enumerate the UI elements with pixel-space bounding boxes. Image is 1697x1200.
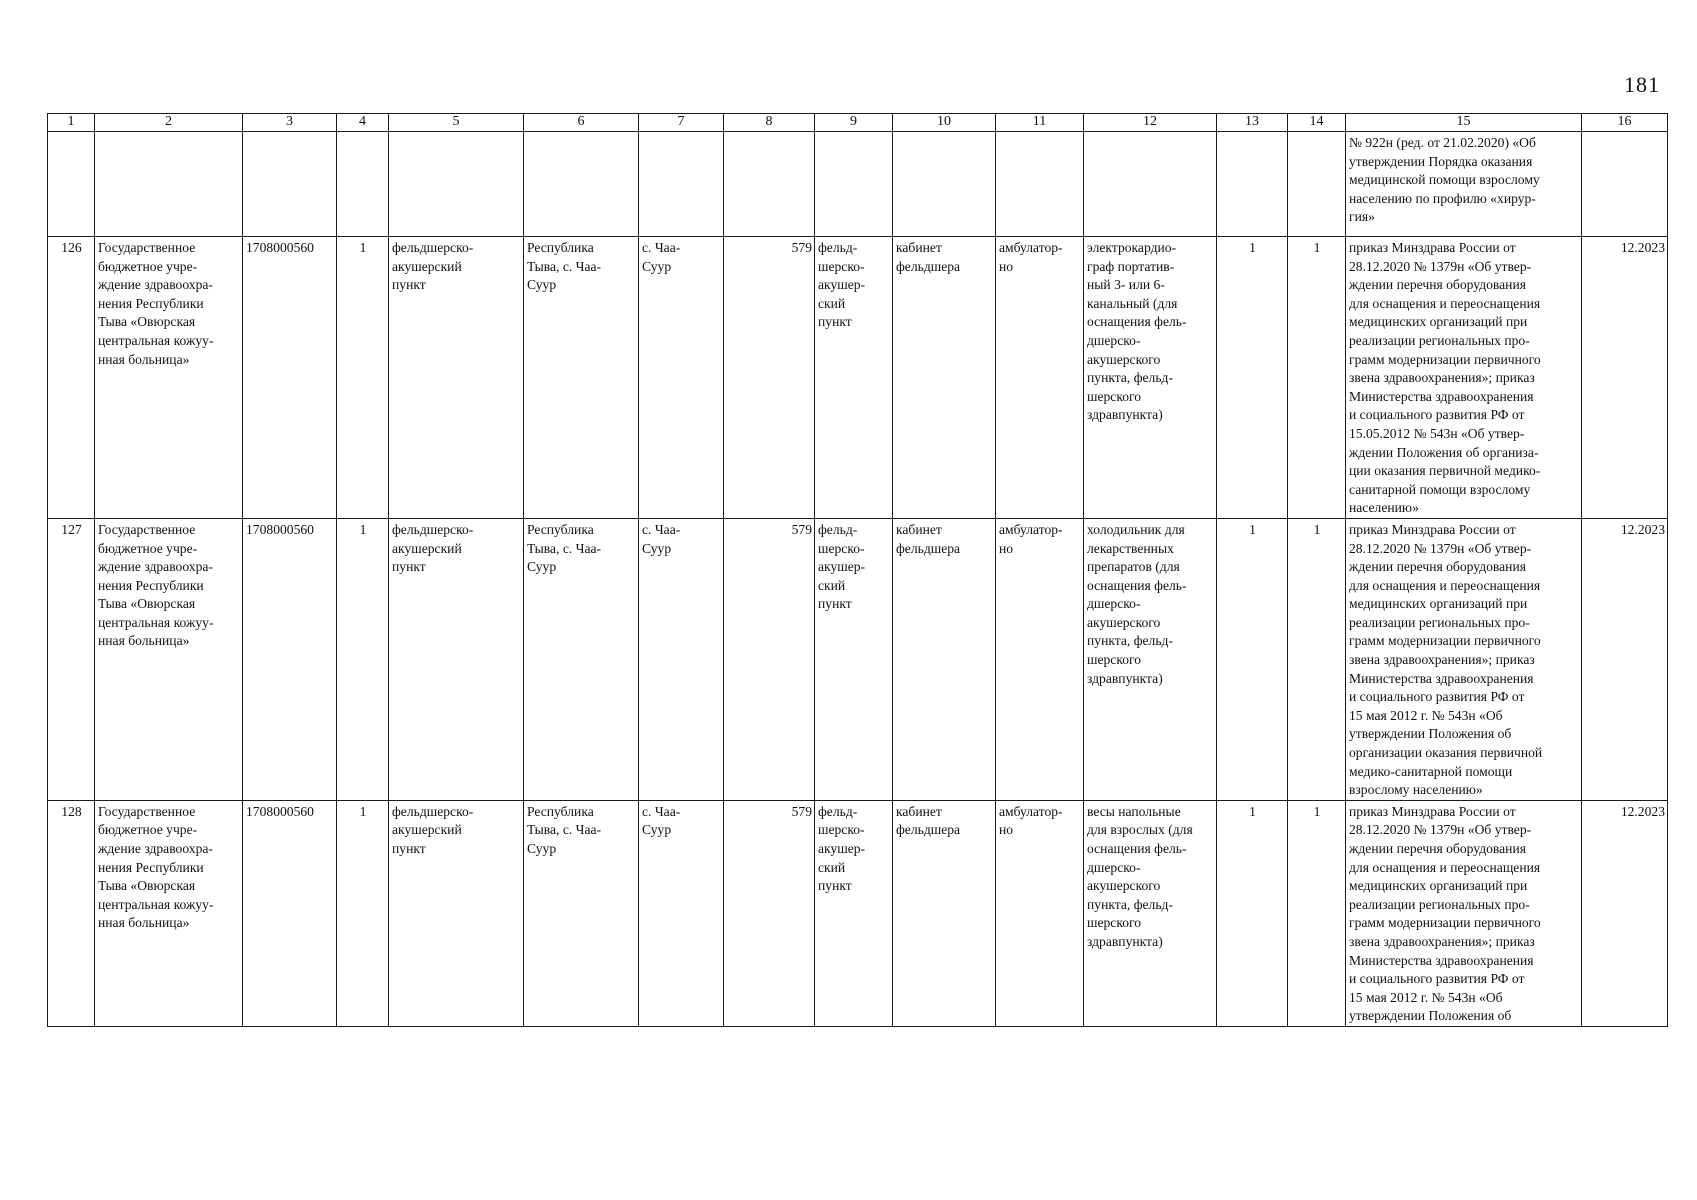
col8-cell: 579 (724, 518, 815, 800)
column-header: 3 (243, 114, 337, 132)
unit-cell: фельдшерско- акушерский пункт (392, 521, 474, 575)
code-cell: 1708000560 (243, 518, 337, 800)
room-cell: кабинет фельдшера (896, 803, 961, 838)
col8-cell: 579 (724, 237, 815, 519)
locality-cell: с. Чаа- Суур (642, 521, 681, 556)
row-number: 126 (48, 237, 95, 519)
col14-cell: 1 (1288, 800, 1346, 1026)
table-row (48, 800, 1668, 1026)
col9-cell: фельд- шерско- акушер- ский пункт (818, 803, 866, 894)
col4-cell: 1 (337, 518, 389, 800)
basis-cell: приказ Минздрава России от 28.12.2020 № 1379н «Об утвер- ждении перечня оборудования для оснащения и переоснащения медицинских организаций при реализации региональных про- грамм модернизации первичного звена здравоохранения»; приказ Министерства здравоохранения и социального развития РФ от 15.05.2012 № 543н «Об утвер- ждении Положения об организа- ции оказания первичной медико- санитарной помощи взрослому населению» (1349, 240, 1541, 516)
equipment-cell: холодильник для лекарственных препаратов (для оснащения фель- дшерско- акушерского пункта, фельд- шерского здравпункта) (1087, 521, 1187, 686)
date-cell: 12.2023 (1582, 237, 1668, 519)
date-cell: 12.2023 (1582, 518, 1668, 800)
equipment-cell: электрокардио- граф портатив- ный 3- или 6- канальный (для оснащения фель- дшерско- акушерского пункта, фельд- шерского здравпункта) (1087, 240, 1187, 423)
column-header: 15 (1346, 114, 1582, 132)
column-header: 14 (1288, 114, 1346, 132)
column-header: 2 (95, 114, 243, 132)
col4-cell: 1 (337, 800, 389, 1026)
column-header: 13 (1217, 114, 1288, 132)
table-row (48, 237, 1668, 519)
col9-cell: фельд- шерско- акушер- ский пункт (818, 240, 866, 330)
page-number: 181 (1624, 72, 1660, 97)
organization-cell: Государственное бюджетное учре- ждение здравоохра- нения Республики Тыва «Овюрская центральная кожуу- нная больница» (98, 803, 214, 931)
column-number-row (48, 114, 1668, 132)
col14-cell: 1 (1288, 518, 1346, 800)
col14-cell: 1 (1288, 237, 1346, 519)
code-cell: 1708000560 (243, 800, 337, 1026)
col9-cell: фельд- шерско- акушер- ский пункт (818, 521, 866, 612)
room-cell: кабинет фельдшера (896, 240, 961, 274)
organization-cell: Государственное бюджетное учре- ждение здравоохра- нения Республики Тыва «Овюрская центральная кожуу- нная больница» (98, 521, 214, 649)
equipment-table (47, 113, 1668, 1027)
date-cell: 12.2023 (1582, 800, 1668, 1026)
unit-cell: фельдшерско- акушерский пункт (392, 803, 474, 856)
unit-cell: фельдшерско- акушерский пункт (392, 240, 474, 293)
column-header: 10 (893, 114, 996, 132)
basis-cell: приказ Минздрава России от 28.12.2020 № 1379н «Об утвер- ждении перечня оборудования для оснащения и переоснащения медицинских организаций при реализации региональных про- грамм модернизации первичного звена здравоохранения»; приказ Министерства здравоохранения и социального развития РФ от 15 мая 2012 г. № 543н «Об утверждении Положения об (1349, 803, 1541, 1024)
continuation-row (48, 132, 1668, 237)
col13-cell: 1 (1217, 800, 1288, 1026)
column-header: 1 (48, 114, 95, 132)
column-header: 9 (815, 114, 893, 132)
room-cell: кабинет фельдшера (896, 521, 961, 556)
col13-cell: 1 (1217, 237, 1288, 519)
col8-cell: 579 (724, 800, 815, 1026)
column-header: 16 (1582, 114, 1668, 132)
mode-cell: амбулатор- но (999, 240, 1063, 274)
col13-cell: 1 (1217, 518, 1288, 800)
address-cell: Республика Тыва, с. Чаа- Суур (527, 240, 602, 293)
address-cell: Республика Тыва, с. Чаа- Суур (527, 803, 602, 856)
basis-cell: приказ Минздрава России от 28.12.2020 № 1379н «Об утвер- ждении перечня оборудования для оснащения и переоснащения медицинских организаций при реализации региональных про- грамм модернизации первичного звена здравоохранения»; приказ Министерства здравоохранения и социального развития РФ от 15 мая 2012 г. № 543н «Об утверждении Положения об организации оказания первичной медико-санитарной помощи взрослому населению» (1349, 521, 1543, 798)
column-header: 12 (1084, 114, 1217, 132)
mode-cell: амбулатор- но (999, 521, 1063, 556)
column-header: 11 (996, 114, 1084, 132)
column-header: 8 (724, 114, 815, 132)
row-number: 128 (48, 800, 95, 1026)
basis-cell: № 922н (ред. от 21.02.2020) «Об утверждении Порядка оказания медицинской помощи взрослому населению по профилю «хирур- гия» (1349, 135, 1540, 225)
organization-cell: Государственное бюджетное учре- ждение здравоохра- нения Республики Тыва «Овюрская центральная кожуу- нная больница» (98, 240, 214, 367)
mode-cell: амбулатор- но (999, 803, 1063, 838)
column-header: 4 (337, 114, 389, 132)
code-cell: 1708000560 (243, 237, 337, 519)
col4-cell: 1 (337, 237, 389, 519)
column-header: 6 (524, 114, 639, 132)
column-header: 5 (389, 114, 524, 132)
locality-cell: с. Чаа- Суур (642, 803, 681, 838)
table-row (48, 518, 1668, 800)
column-header: 7 (639, 114, 724, 132)
equipment-cell: весы напольные для взрослых (для оснащения фель- дшерско- акушерского пункта, фельд- шерского здравпункта) (1087, 803, 1193, 949)
locality-cell: с. Чаа- Суур (642, 240, 681, 274)
row-number: 127 (48, 518, 95, 800)
address-cell: Республика Тыва, с. Чаа- Суур (527, 521, 602, 575)
